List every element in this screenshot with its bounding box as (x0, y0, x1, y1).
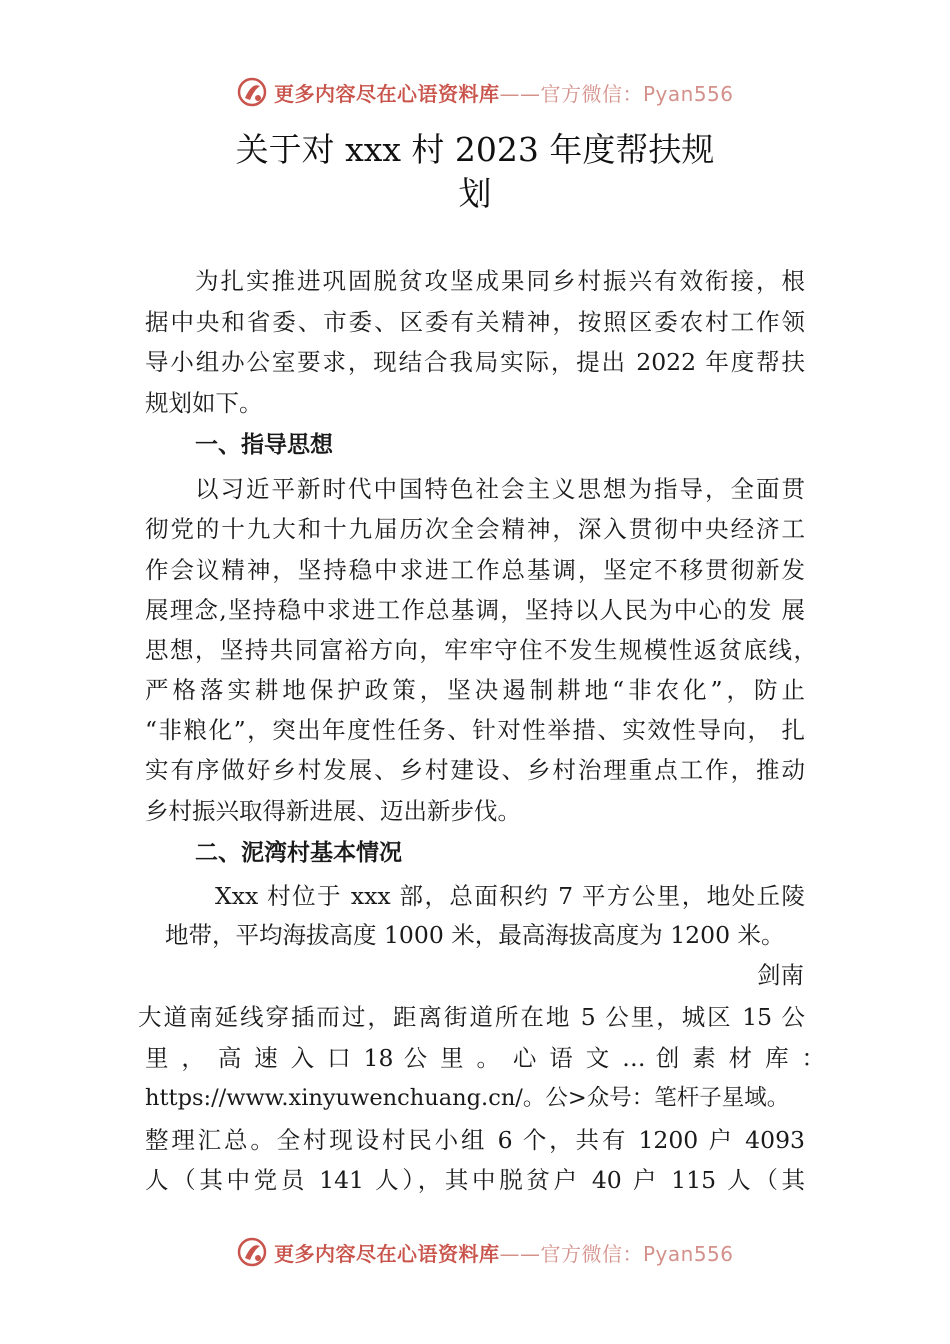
section-heading: 二、泥湾村基本情况 (195, 840, 402, 866)
paragraph-line: 以习近平新时代中国特色社会主义思想为指导，全面贯 (195, 475, 805, 503)
banner-dash: —— (499, 1241, 541, 1266)
banner-brand: 更多内容尽在心语资料库 (274, 1241, 500, 1266)
paragraph-line: 规划如下。 (145, 389, 263, 417)
header-banner (0, 72, 950, 112)
paragraph-line: 严格落实耕地保护政策，坚决遏制耕地“非农化”，防止 (145, 676, 805, 704)
paragraph-line: “非粮化”，突出年度性任务、针对性举措、实效性导向， 扎 (145, 716, 805, 744)
banner-text (274, 78, 734, 107)
title-line-2: 划 (458, 174, 492, 213)
brand-logo-icon (236, 76, 268, 108)
banner-brand: 更多内容尽在心语资料库 (274, 81, 500, 106)
title-line-1: 关于对 xxx 村 2023 年度帮扶规 (235, 130, 715, 169)
paragraph-line: 导小组办公室要求，现结合我局实际，提出 2022 年度帮扶 (145, 348, 805, 376)
banner-text (274, 1238, 734, 1267)
brand-logo-icon (236, 1236, 268, 1268)
paragraph-line: 为扎实推进巩固脱贫攻坚成果同乡村振兴有效衔接，根 (195, 267, 805, 295)
paragraph-line: 地带，平均海拔高度 1000 米，最高海拔高度为 1200 米。 (165, 921, 785, 949)
paragraph-line: Xxx 村位于 xxx 部，总面积约 7 平方公里，地处丘陵 (215, 882, 805, 910)
paragraph-line: 彻党的十九大和十九届历次全会精神，深入贯彻中央经济工 (145, 515, 805, 543)
paragraph-line: 剑南 (757, 961, 804, 989)
banner-suffix: 官方微信：Pyan556 (540, 81, 734, 106)
paragraph-line: https://www.xinyuwenchuang.cn/。公>众号：笔杆子星域。 (145, 1085, 790, 1111)
footer-banner (0, 1232, 950, 1272)
paragraph-line: 整理汇总。全村现设村民小组 6 个，共有 1200 户 4093 (145, 1126, 805, 1154)
paragraph-line: 乡村振兴取得新进展、迈出新步伐。 (145, 797, 521, 825)
paragraph-line: 人（其中党员 141 人），其中脱贫户 40 户 115 人（其 (145, 1166, 805, 1194)
paragraph-line: 思想，坚持共同富裕方向，牢牢守住不发生规模性返贫底线， (145, 636, 817, 664)
paragraph-line: 里 ， 高 速 入 口 18 公 里 。 心 语 文 … 创 素 材 库 ： (145, 1044, 825, 1072)
paragraph-line: 展理念,坚持稳中求进工作总基调，坚持以人民为中心的发 展 (145, 596, 805, 624)
banner-dash: —— (499, 81, 541, 106)
paragraph-line: 作会议精神，坚持稳中求进工作总基调，坚定不移贯彻新发 (145, 556, 805, 584)
document-title (0, 128, 950, 216)
paragraph-line: 据中央和省委、市委、区委有关精神，按照区委农村工作领 (145, 308, 805, 336)
banner-suffix: 官方微信：Pyan556 (540, 1241, 734, 1266)
paragraph-line: 大道南延线穿插而过，距离街道所在地 5 公里，城区 15 公 (138, 1003, 805, 1031)
paragraph-line: 实有序做好乡村发展、乡村建设、乡村治理重点工作，推动 (145, 756, 805, 784)
section-heading: 一、指导思想 (195, 432, 333, 458)
